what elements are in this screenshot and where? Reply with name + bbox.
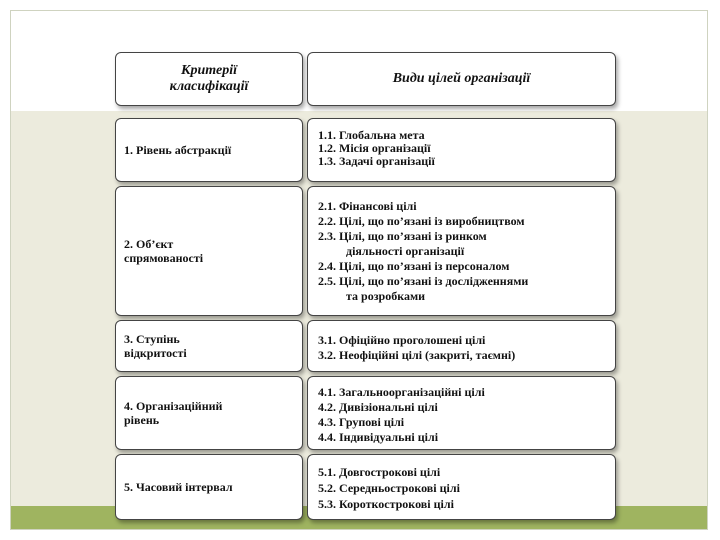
types-cell-2 xyxy=(307,186,616,316)
criterion-label-1: 1. Рівень абстракції xyxy=(124,143,232,157)
type-item: 2.5. Цілі, що по’язані із дослідженнями xyxy=(318,274,529,288)
criterion-cell-1 xyxy=(115,118,303,182)
type-item-continuation: та розробками xyxy=(346,289,426,303)
criterion-cell-2 xyxy=(115,186,303,316)
type-item: 4.4. Індивідуальні цілі xyxy=(318,430,439,444)
type-item: 2.4. Цілі, що по’язані із персоналом xyxy=(318,259,510,273)
type-item: 4.3. Групові цілі xyxy=(318,415,405,429)
type-item: 2.2. Цілі, що по’язані із виробництвом xyxy=(318,214,525,228)
type-item: 1.1. Глобальна мета xyxy=(318,128,425,142)
type-item: 5.1. Довгострокові цілі xyxy=(318,465,441,479)
type-item: 2.3. Цілі, що по’язані із ринком xyxy=(318,229,487,243)
criterion-label-3: 3. Ступінь відкритості xyxy=(124,332,187,360)
types-cell-4 xyxy=(307,376,616,450)
header-criteria-cell xyxy=(115,52,303,106)
type-item: 5.3. Короткострокові цілі xyxy=(318,497,454,511)
type-item-continuation: діяльності організації xyxy=(346,244,465,258)
types-cell-1 xyxy=(307,118,616,182)
types-cell-3 xyxy=(307,320,616,372)
criterion-label-4: 4. Організаційний рівень xyxy=(124,399,223,427)
type-item: 3.2. Неофіційні цілі (закриті, таємні) xyxy=(318,348,516,362)
type-item: 4.2. Дивізіональні цілі xyxy=(318,400,438,414)
criterion-cell-3 xyxy=(115,320,303,372)
header-types-cell xyxy=(307,52,616,106)
criterion-label-2: 2. Об’єкт спрямованості xyxy=(124,237,204,265)
type-item: 5.2. Середньострокові цілі xyxy=(318,481,460,495)
type-item: 1.3. Задачі організації xyxy=(318,154,435,168)
type-item: 2.1. Фінансові цілі xyxy=(318,199,417,213)
type-item: 3.1. Офіційно проголошені цілі xyxy=(318,333,486,347)
criterion-cell-4 xyxy=(115,376,303,450)
criterion-label-5: 5. Часовий інтервал xyxy=(124,480,233,494)
header-criteria-label: Критерії класифікації xyxy=(169,63,249,94)
header-types-label: Види цілей організації xyxy=(392,71,531,86)
type-item: 4.1. Загальноорганізаційні цілі xyxy=(318,385,485,399)
type-item: 1.2. Місія організації xyxy=(318,141,431,155)
criterion-cell-5 xyxy=(115,454,303,520)
types-cell-5 xyxy=(307,454,616,520)
